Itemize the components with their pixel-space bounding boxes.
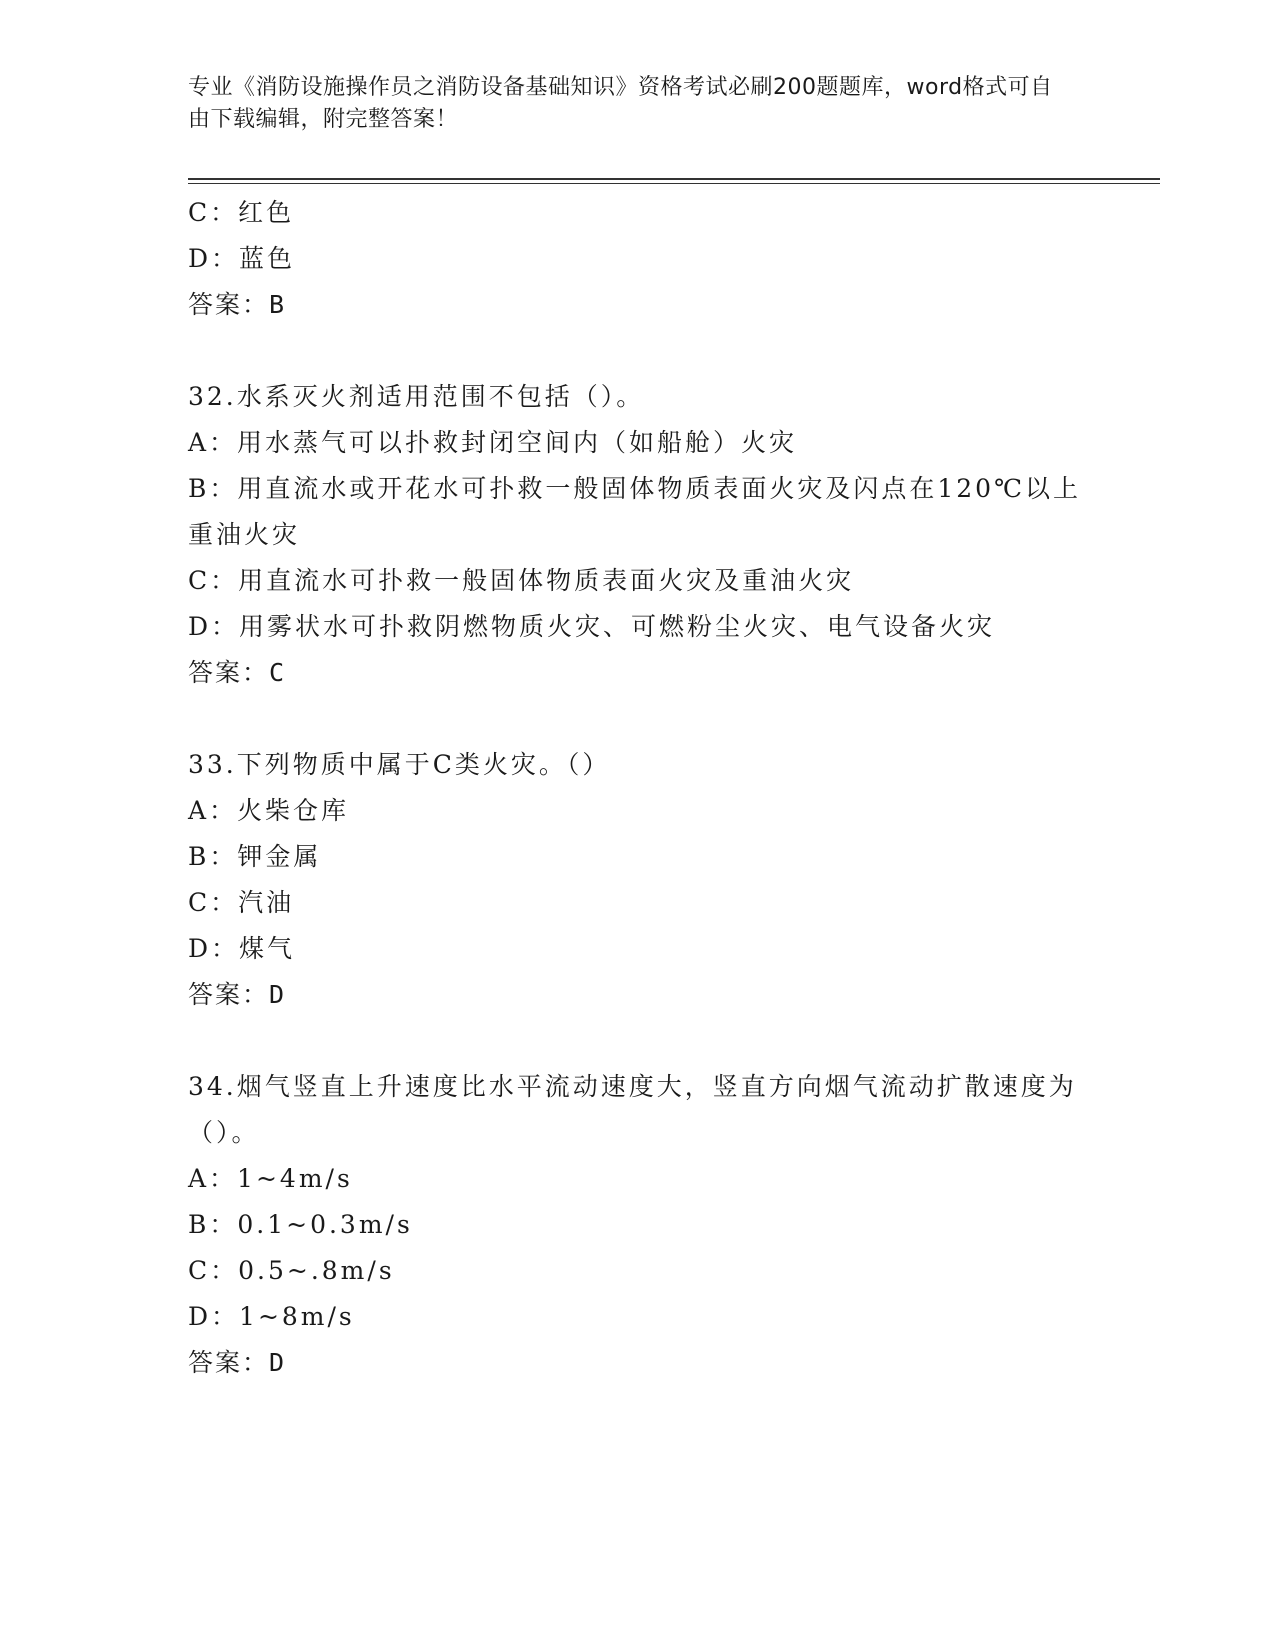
spacer xyxy=(188,696,1088,742)
question-31-partial xyxy=(188,190,1088,328)
option-c: C：红色 xyxy=(188,198,295,227)
answer: 答案：D xyxy=(188,1348,287,1377)
option-d: D：蓝色 xyxy=(188,244,296,273)
option-c: C：用直流水可扑救一般固体物质表面火灾及重油火灾 xyxy=(188,566,855,595)
spacer xyxy=(188,1018,1088,1064)
option-d: D：煤气 xyxy=(188,934,296,963)
option-a: A：用水蒸气可以扑救封闭空间内（如船舱）火灾 xyxy=(188,428,798,457)
option-b: B：0.1~0.3m/s xyxy=(188,1210,413,1239)
question-stem: 33.下列物质中属于C类火灾。（） xyxy=(188,750,611,779)
option-d: D：用雾状水可扑救阴燃物质火灾、可燃粉尘火灾、电气设备火灾 xyxy=(188,612,996,641)
header-divider-thin xyxy=(188,183,1160,184)
option-b: B：用直流水或开花水可扑救一般固体物质表面火灾及闪点在120℃以上重油火灾 xyxy=(188,474,1082,549)
header-divider-thick xyxy=(188,178,1160,180)
option-d: D：1~8m/s xyxy=(188,1302,355,1331)
option-a: A：1~4m/s xyxy=(188,1164,353,1193)
question-33 xyxy=(188,742,1088,1018)
question-stem: 32.水系灭火剂适用范围不包括（）。 xyxy=(188,382,645,411)
answer: 答案：D xyxy=(188,980,287,1009)
option-a: A：火柴仓库 xyxy=(188,796,350,825)
question-list xyxy=(188,190,1088,1386)
option-b: B：钾金属 xyxy=(188,842,322,871)
question-34 xyxy=(188,1064,1088,1386)
answer: 答案：C xyxy=(188,658,287,687)
question-stem: 34.烟气竖直上升速度比水平流动速度大，竖直方向烟气流动扩散速度为（）。 xyxy=(188,1072,1077,1147)
option-c: C：0.5~.8m/s xyxy=(188,1256,395,1285)
spacer xyxy=(188,328,1088,374)
answer: 答案：B xyxy=(188,290,287,319)
question-32 xyxy=(188,374,1088,696)
option-c: C：汽油 xyxy=(188,888,295,917)
document-header: 专业《消防设施操作员之消防设备基础知识》资格考试必刷200题题库，word格式可自由下载编辑，附完整答案！ xyxy=(188,75,1053,132)
